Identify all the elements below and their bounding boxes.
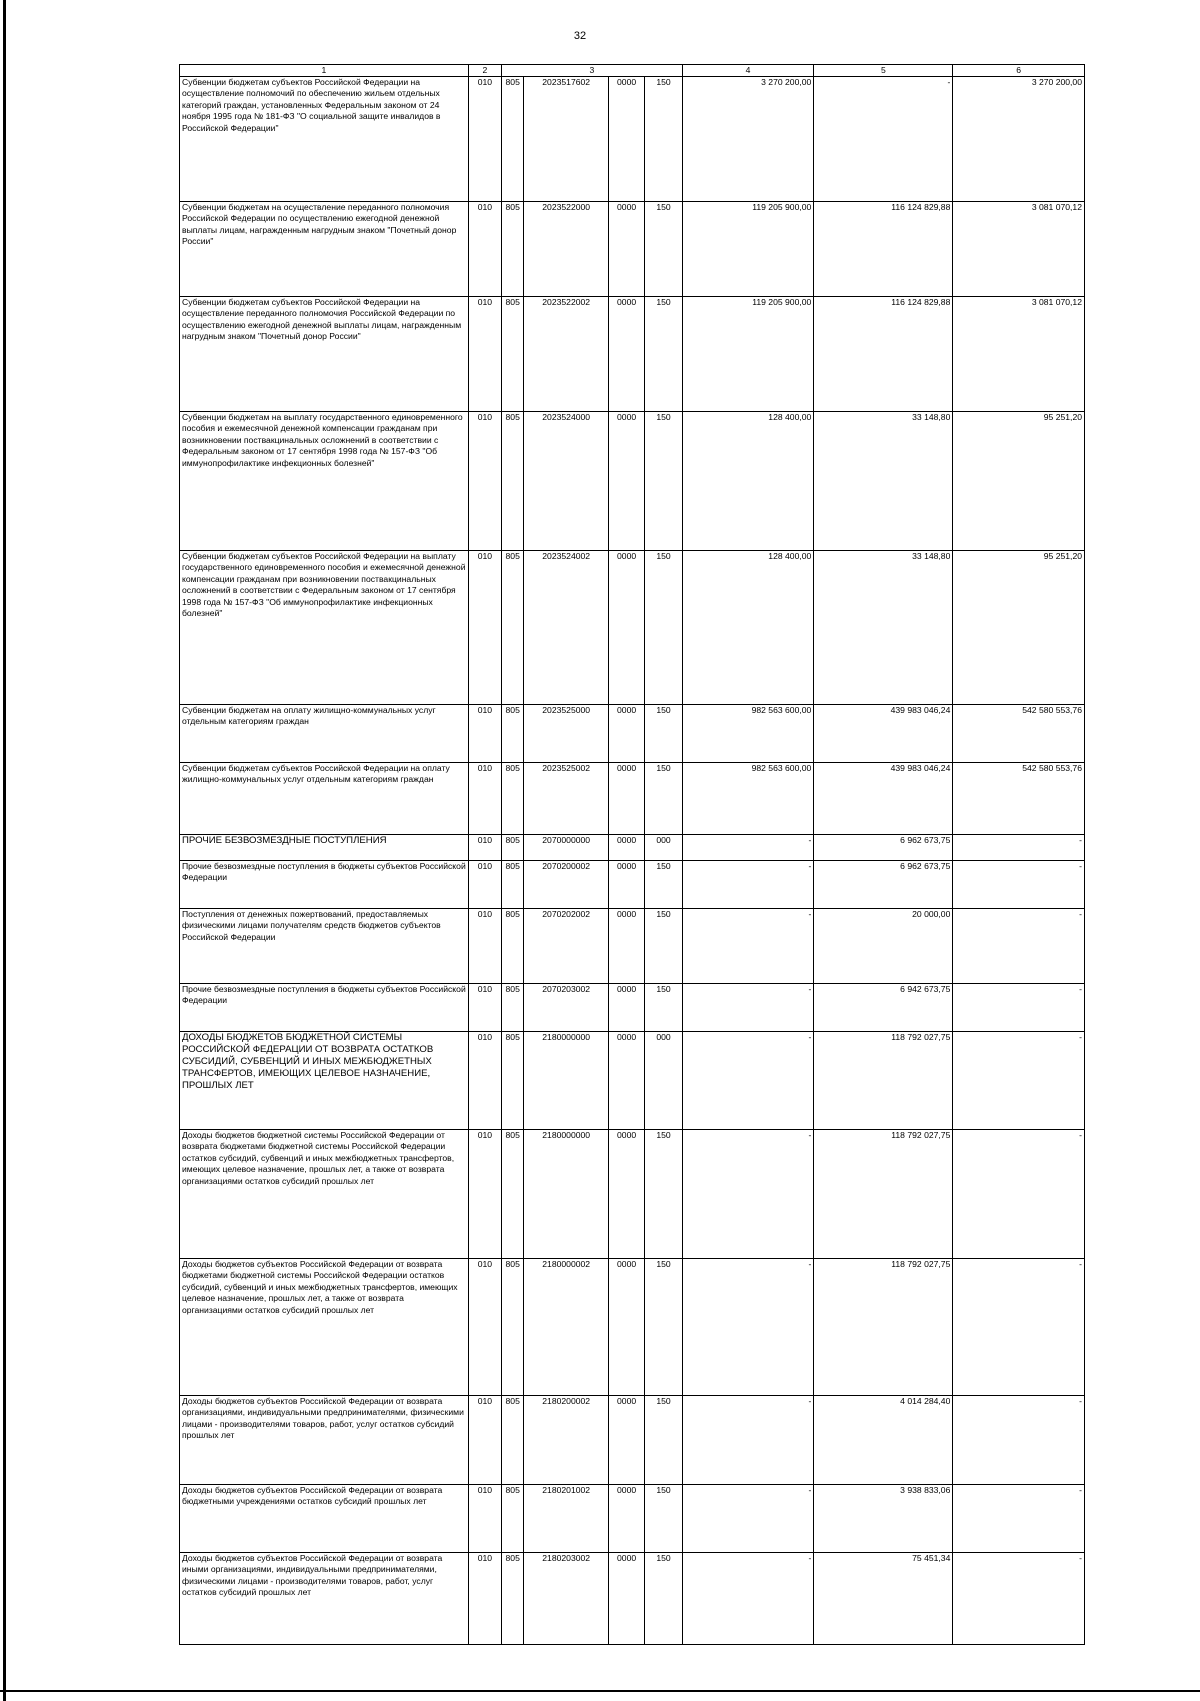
budget-revenue-table-wrap [179,64,1085,1645]
subtype-code-cell: 0000 [608,1553,644,1645]
remaining-amount-cell: - [953,1259,1085,1396]
admin-code-cell: 010 [468,861,501,909]
admin-code-cell: 010 [468,705,501,763]
admin-code-cell: 010 [468,202,501,297]
table-row [180,412,1085,551]
table-row [180,1032,1085,1130]
executed-amount-cell: 75 451,34 [814,1553,953,1645]
admin-code-cell: 010 [468,1259,501,1396]
kind-code-cell: 000 [645,1032,682,1130]
row-name-cell: Прочие безвозмездные поступления в бюджеты субъектов Российской Федерации [180,861,469,909]
admin-code-cell: 010 [468,763,501,835]
approved-amount-cell: 982 563 600,00 [682,763,814,835]
subtype-code-cell: 0000 [608,1259,644,1396]
page-number: 32 [573,30,587,42]
kind-code-cell: 150 [645,297,682,412]
remaining-amount-cell: 95 251,20 [953,551,1085,705]
remaining-amount-cell: - [953,909,1085,984]
approved-amount-cell: 982 563 600,00 [682,705,814,763]
classification-code-cell: 2070202002 [524,909,609,984]
group-code-cell: 805 [501,909,523,984]
group-code-cell: 805 [501,1032,523,1130]
approved-amount-cell: 119 205 900,00 [682,297,814,412]
executed-amount-cell: 3 938 833,06 [814,1485,953,1553]
subtype-code-cell: 0000 [608,412,644,551]
row-name-cell: Субвенции бюджетам на оплату жилищно-коммунальных услуг отдельным категориям граждан [180,705,469,763]
subtype-code-cell: 0000 [608,551,644,705]
remaining-amount-cell: - [953,835,1085,861]
approved-amount-cell: - [682,909,814,984]
row-name-cell: Субвенции бюджетам субъектов Российской Федерации на осуществление полномочий по обеспечению жильем отдельных категорий граждан, установленных Федеральным законом от 24 ноября 1995 года № 181-ФЗ "О социальной защите инвалидов в Российской Федерации" [180,77,469,202]
classification-code-cell: 2180200002 [524,1396,609,1485]
classification-code-cell: 2180201002 [524,1485,609,1553]
approved-amount-cell: - [682,984,814,1032]
executed-amount-cell: 20 000,00 [814,909,953,984]
classification-code-cell: 2070203002 [524,984,609,1032]
group-code-cell: 805 [501,77,523,202]
remaining-amount-cell: - [953,984,1085,1032]
classification-code-cell: 2023522000 [524,202,609,297]
subtype-code-cell: 0000 [608,77,644,202]
executed-amount-cell: 439 983 046,24 [814,705,953,763]
table-row [180,984,1085,1032]
executed-amount-cell: 118 792 027,75 [814,1259,953,1396]
kind-code-cell: 150 [645,705,682,763]
classification-code-cell: 2023524002 [524,551,609,705]
admin-code-cell: 010 [468,984,501,1032]
approved-amount-cell: - [682,835,814,861]
subtype-code-cell: 0000 [608,909,644,984]
column-number-row [180,65,1085,77]
column-header-2: 2 [468,65,501,77]
executed-amount-cell: 6 942 673,75 [814,984,953,1032]
table-row [180,77,1085,202]
executed-amount-cell: 4 014 284,40 [814,1396,953,1485]
subtype-code-cell: 0000 [608,1485,644,1553]
approved-amount-cell: - [682,1396,814,1485]
approved-amount-cell: 119 205 900,00 [682,202,814,297]
classification-code-cell: 2023522002 [524,297,609,412]
row-name-cell: Субвенции бюджетам субъектов Российской Федерации на выплату государственного единовременного пособия и ежемесячной денежной компенсации гражданам при возникновении поствакцинальных осложнений в соответствии с Федеральным законом от 17 сентября 1998 года № 157-ФЗ "Об иммунопрофилактике инфекционных болезней" [180,551,469,705]
subtype-code-cell: 0000 [608,835,644,861]
executed-amount-cell: 33 148,80 [814,551,953,705]
table-row [180,909,1085,984]
subtype-code-cell: 0000 [608,861,644,909]
table-row [180,705,1085,763]
table-row [180,1485,1085,1553]
classification-code-cell: 2180000000 [524,1032,609,1130]
kind-code-cell: 150 [645,763,682,835]
group-code-cell: 805 [501,297,523,412]
row-name-cell: Субвенции бюджетам субъектов Российской Федерации на осуществление переданного полномочия Российской Федерации по осуществлению ежегодной денежной выплаты лицам, награжденным нагрудным знаком "Почетный донор России" [180,297,469,412]
kind-code-cell: 150 [645,1130,682,1259]
remaining-amount-cell: 3 081 070,12 [953,202,1085,297]
column-header-6: 6 [953,65,1085,77]
table-row [180,1553,1085,1645]
kind-code-cell: 150 [645,909,682,984]
group-code-cell: 805 [501,1130,523,1259]
approved-amount-cell: - [682,1032,814,1130]
executed-amount-cell: 116 124 829,88 [814,297,953,412]
group-code-cell: 805 [501,1259,523,1396]
remaining-amount-cell: - [953,1130,1085,1259]
remaining-amount-cell: 542 580 553,76 [953,763,1085,835]
admin-code-cell: 010 [468,1485,501,1553]
classification-code-cell: 2070200002 [524,861,609,909]
row-name-cell: Доходы бюджетов субъектов Российской Федерации от возврата иными организациями, индивидуальными предпринимателями, физическими лицами - производителями товаров, работ, услуг остатков субсидий прошлых лет [180,1553,469,1645]
table-row [180,1130,1085,1259]
classification-code-cell: 2180000000 [524,1130,609,1259]
admin-code-cell: 010 [468,77,501,202]
classification-code-cell: 2023525002 [524,763,609,835]
group-code-cell: 805 [501,1553,523,1645]
kind-code-cell: 150 [645,551,682,705]
kind-code-cell: 150 [645,1396,682,1485]
group-code-cell: 805 [501,984,523,1032]
executed-amount-cell: 33 148,80 [814,412,953,551]
group-code-cell: 805 [501,551,523,705]
kind-code-cell: 150 [645,202,682,297]
table-row [180,202,1085,297]
subtype-code-cell: 0000 [608,202,644,297]
remaining-amount-cell: 3 081 070,12 [953,297,1085,412]
classification-code-cell: 2023517602 [524,77,609,202]
admin-code-cell: 010 [468,1032,501,1130]
table-row [180,763,1085,835]
classification-code-cell: 2180000002 [524,1259,609,1396]
admin-code-cell: 010 [468,909,501,984]
approved-amount-cell: - [682,1259,814,1396]
admin-code-cell: 010 [468,835,501,861]
group-code-cell: 805 [501,705,523,763]
remaining-amount-cell: - [953,1032,1085,1130]
remaining-amount-cell: - [953,1485,1085,1553]
approved-amount-cell: - [682,1130,814,1259]
subtype-code-cell: 0000 [608,1396,644,1485]
kind-code-cell: 150 [645,77,682,202]
executed-amount-cell: 6 962 673,75 [814,835,953,861]
kind-code-cell: 150 [645,861,682,909]
remaining-amount-cell: 3 270 200,00 [953,77,1085,202]
kind-code-cell: 150 [645,412,682,551]
subtype-code-cell: 0000 [608,705,644,763]
approved-amount-cell: - [682,1485,814,1553]
admin-code-cell: 010 [468,1396,501,1485]
row-name-cell: Прочие безвозмездные поступления в бюджеты субъектов Российской Федерации [180,984,469,1032]
column-header-5: 5 [814,65,953,77]
column-header-1: 1 [180,65,469,77]
remaining-amount-cell: - [953,1396,1085,1485]
table-body [180,77,1085,1645]
kind-code-cell: 150 [645,1485,682,1553]
subtype-code-cell: 0000 [608,763,644,835]
budget-revenue-table [179,64,1085,1645]
kind-code-cell: 150 [645,1553,682,1645]
subtype-code-cell: 0000 [608,984,644,1032]
classification-code-cell: 2023525000 [524,705,609,763]
table-row [180,1396,1085,1485]
column-header-3: 3 [501,65,682,77]
classification-code-cell: 2023524000 [524,412,609,551]
kind-code-cell: 000 [645,835,682,861]
executed-amount-cell: - [814,77,953,202]
approved-amount-cell: 128 400,00 [682,551,814,705]
subtype-code-cell: 0000 [608,297,644,412]
classification-code-cell: 2070000000 [524,835,609,861]
executed-amount-cell: 6 962 673,75 [814,861,953,909]
admin-code-cell: 010 [468,1553,501,1645]
row-name-cell: ПРОЧИЕ БЕЗВОЗМЕЗДНЫЕ ПОСТУПЛЕНИЯ [180,835,469,861]
executed-amount-cell: 439 983 046,24 [814,763,953,835]
remaining-amount-cell: 95 251,20 [953,412,1085,551]
executed-amount-cell: 116 124 829,88 [814,202,953,297]
admin-code-cell: 010 [468,412,501,551]
remaining-amount-cell: 542 580 553,76 [953,705,1085,763]
group-code-cell: 805 [501,202,523,297]
table-row [180,551,1085,705]
column-header-4: 4 [682,65,814,77]
group-code-cell: 805 [501,1396,523,1485]
table-row [180,861,1085,909]
classification-code-cell: 2180203002 [524,1553,609,1645]
subtype-code-cell: 0000 [608,1032,644,1130]
remaining-amount-cell: - [953,861,1085,909]
group-code-cell: 805 [501,835,523,861]
admin-code-cell: 010 [468,297,501,412]
row-name-cell: Доходы бюджетов субъектов Российской Федерации от возврата бюджетами бюджетной системы Российской Федерации остатков субсидий, субвенций и иных межбюджетных трансфертов, имеющих целевое назначение, прошлых лет, а также от возврата организациями остатков субсидий прошлых лет [180,1259,469,1396]
group-code-cell: 805 [501,861,523,909]
table-row [180,835,1085,861]
group-code-cell: 805 [501,412,523,551]
table-row [180,1259,1085,1396]
approved-amount-cell: 3 270 200,00 [682,77,814,202]
approved-amount-cell: - [682,861,814,909]
row-name-cell: Субвенции бюджетам на осуществление переданного полномочия Российской Федерации по осуществлению ежегодной денежной выплаты лицам, награжденным нагрудным знаком "Почетный донор России" [180,202,469,297]
executed-amount-cell: 118 792 027,75 [814,1130,953,1259]
subtype-code-cell: 0000 [608,1130,644,1259]
scan-edge-line [3,0,6,1701]
row-name-cell: Доходы бюджетов субъектов Российской Федерации от возврата организациями, индивидуальными предпринимателями, физическими лицами - производителями товаров, работ, услуг остатков субсидий прошлых лет [180,1396,469,1485]
row-name-cell: Поступления от денежных пожертвований, предоставляемых физическими лицами получателям средств бюджетов субъектов Российской Федерации [180,909,469,984]
kind-code-cell: 150 [645,1259,682,1396]
row-name-cell: Доходы бюджетов бюджетной системы Российской Федерации от возврата бюджетами бюджетной системы Российской Федерации остатков субсидий, субвенций и иных межбюджетных трансфертов, имеющих целевое назначение, прошлых лет, а также от возврата организациями остатков субсидий прошлых лет [180,1130,469,1259]
executed-amount-cell: 118 792 027,75 [814,1032,953,1130]
group-code-cell: 805 [501,1485,523,1553]
row-name-cell: ДОХОДЫ БЮДЖЕТОВ БЮДЖЕТНОЙ СИСТЕМЫ РОССИЙСКОЙ ФЕДЕРАЦИИ ОТ ВОЗВРАТА ОСТАТКОВ СУБСИДИЙ, СУБВЕНЦИЙ И ИНЫХ МЕЖБЮДЖЕТНЫХ ТРАНСФЕРТОВ, ИМЕЮЩИХ ЦЕЛЕВОЕ НАЗНАЧЕНИЕ, ПРОШЛЫХ ЛЕТ [180,1032,469,1130]
table-row [180,297,1085,412]
group-code-cell: 805 [501,763,523,835]
row-name-cell: Субвенции бюджетам субъектов Российской Федерации на оплату жилищно-коммунальных услуг отдельным категориям граждан [180,763,469,835]
approved-amount-cell: - [682,1553,814,1645]
scan-bottom-line [0,1690,1200,1692]
row-name-cell: Доходы бюджетов субъектов Российской Федерации от возврата бюджетными учреждениями остатков субсидий прошлых лет [180,1485,469,1553]
row-name-cell: Субвенции бюджетам на выплату государственного единовременного пособия и ежемесячной денежной компенсации гражданам при возникновении поствакцинальных осложнений в соответствии с Федеральным законом от 17 сентября 1998 года № 157-ФЗ "Об иммунопрофилактике инфекционных болезней" [180,412,469,551]
remaining-amount-cell: - [953,1553,1085,1645]
admin-code-cell: 010 [468,551,501,705]
kind-code-cell: 150 [645,984,682,1032]
approved-amount-cell: 128 400,00 [682,412,814,551]
admin-code-cell: 010 [468,1130,501,1259]
